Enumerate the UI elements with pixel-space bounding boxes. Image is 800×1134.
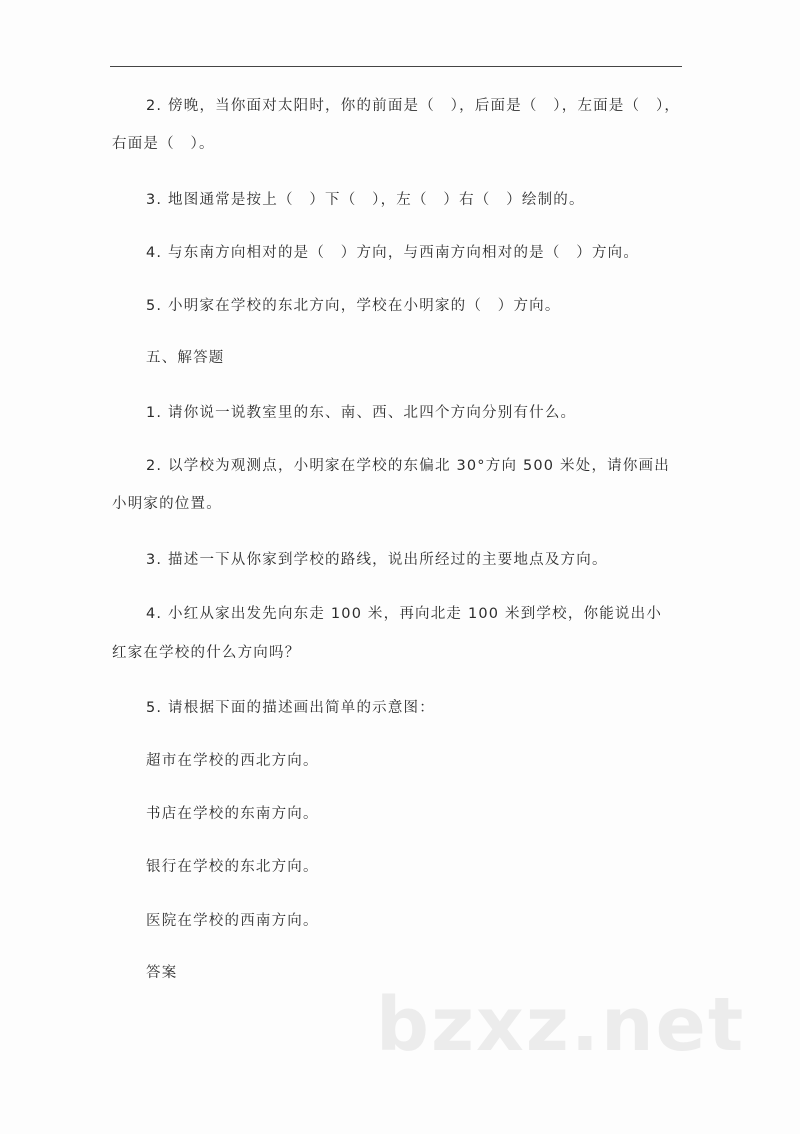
question-answer-3: 3. 描述一下从你家到学校的路线，说出所经过的主要地点及方向。 — [146, 552, 608, 568]
description-supermarket: 超市在学校的西北方向。 — [146, 753, 319, 769]
question-answer-4-line-2: 红家在学校的什么方向吗？ — [112, 645, 301, 661]
question-answer-1: 1. 请你说一说教室里的东、南、西、北四个方向分别有什么。 — [146, 405, 577, 421]
question-answer-2-line-1: 2. 以学校为观测点，小明家在学校的东偏北 30°方向 500 米处，请你画出 — [146, 458, 670, 474]
question-fill-5: 5. 小明家在学校的东北方向，学校在小明家的（ ）方向。 — [146, 298, 561, 314]
question-answer-5: 5. 请根据下面的描述画出简单的示意图： — [146, 700, 435, 716]
question-fill-4: 4. 与东南方向相对的是（ ）方向，与西南方向相对的是（ ）方向。 — [146, 245, 640, 261]
question-fill-2-line-2: 右面是（ ）。 — [112, 136, 215, 152]
description-hospital: 医院在学校的西南方向。 — [146, 913, 319, 929]
header-rule — [110, 66, 682, 67]
question-answer-4-line-1: 4. 小红从家出发先向东走 100 米，再向北走 100 米到学校，你能说出小 — [146, 606, 663, 622]
question-answer-2-line-2: 小明家的位置。 — [112, 496, 222, 512]
watermark: bzxz.net — [376, 982, 746, 1068]
question-fill-2-line-1: 2. 傍晚，当你面对太阳时，你的前面是（ ），后面是（ ），左面是（ ）， — [146, 98, 681, 114]
description-bank: 银行在学校的东北方向。 — [146, 859, 319, 875]
description-bookstore: 书店在学校的东南方向。 — [146, 806, 319, 822]
question-fill-3: 3. 地图通常是按上（ ）下（ ），左（ ）右（ ）绘制的。 — [146, 192, 585, 208]
section-heading: 五、解答题 — [146, 350, 225, 366]
answers-heading: 答案 — [146, 965, 178, 981]
